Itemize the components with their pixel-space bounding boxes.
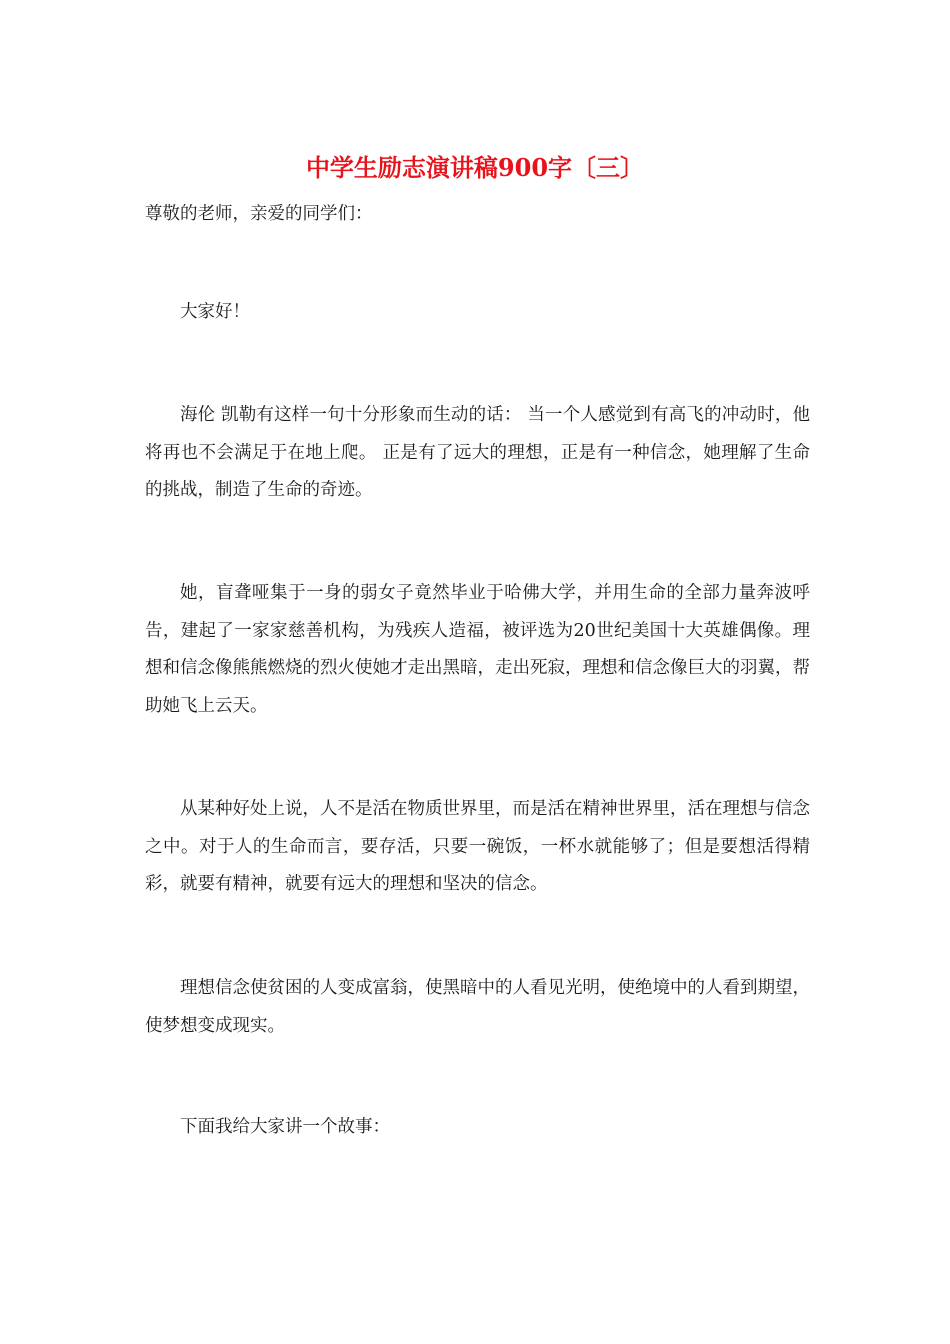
paragraph-greeting: 大家好！ [180, 302, 250, 322]
paragraph-helen-keller-story: 她，盲聋哑集于一身的弱女子竟然毕业于哈佛大学，并用生命的全部力量奔波呼告，建起了一家家慈善机构，为残疾人造福，被评选为20世纪美国十大英雄偶像。理想和信念像熊熊燃烧的烈火使她才走出黑暗，走出死寂，理想和信念像巨大的羽翼，帮助她飞上云天。 [145, 583, 810, 716]
paragraph-spiritual-world: 从某种好处上说，人不是活在物质世界里，而是活在精神世界里，活在理想与信念之中。对于人的生命而言，要存活，只要一碗饭，一杯水就能够了；但是要想活得精彩，就要有精神，就要有远大的理想和坚决的信念。 [145, 799, 810, 895]
paragraph-helen-keller-quote: 海伦 凯勒有这样一句十分形象而生动的话： 当一个人感觉到有高飞的冲动时，他将再也不会满足于在地上爬。 正是有了远大的理想，正是有一种信念，她理解了生命的挑战，制造了生命的奇迹。 [145, 405, 810, 501]
paragraph-story-intro: 下面我给大家讲一个故事： [180, 1117, 390, 1137]
paragraph-ideals-belief: 理想信念使贫困的人变成富翁，使黑暗中的人看见光明，使绝境中的人看到期望，使梦想变成现实。 [145, 978, 810, 1036]
document-title: 中学生励志演讲稿900字〔三〕 [305, 153, 645, 182]
salutation: 尊敬的老师，亲爱的同学们： [145, 204, 373, 224]
